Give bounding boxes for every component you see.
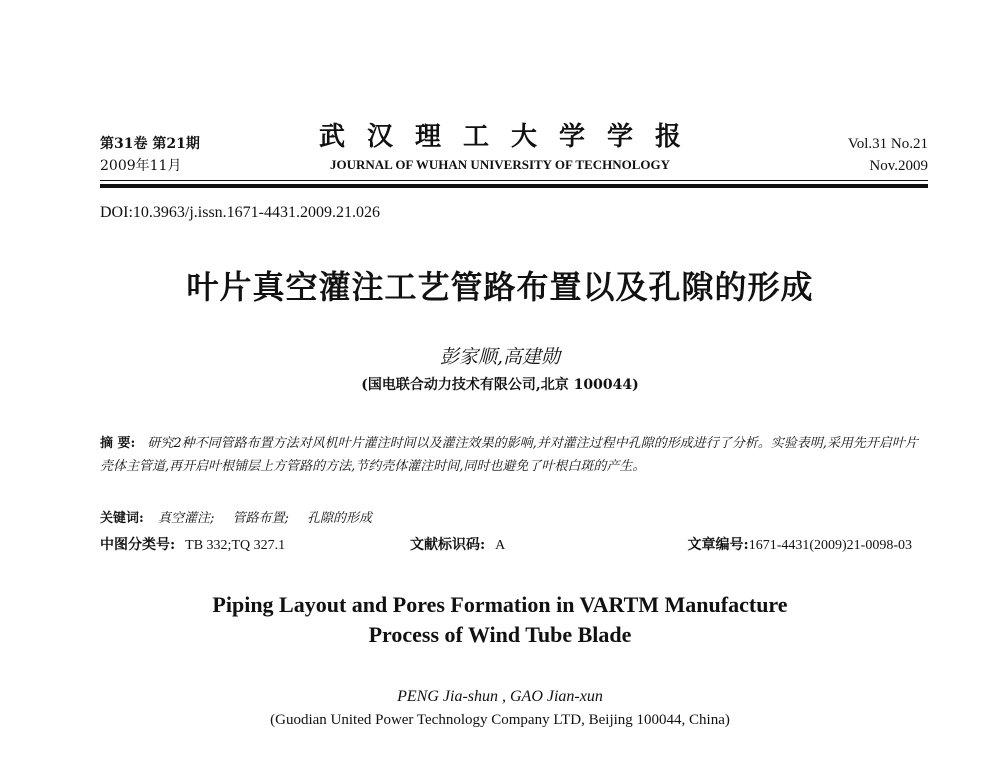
article-no-value: 1671-4431(2009)21-0098-03 xyxy=(748,538,912,553)
header-rule-thick xyxy=(100,184,928,188)
affiliation-cn: (国电联合动力技术有限公司,北京 100044) xyxy=(361,377,639,393)
title-en-line1: Piping Layout and Pores Formation in VARTM Manufacture xyxy=(212,592,788,617)
date-en: Nov.2009 xyxy=(869,158,928,174)
keywords-label: 关键词: xyxy=(100,511,144,526)
doi: DOI:10.3963/j.issn.1671-4431.2009.21.026 xyxy=(100,204,380,221)
keywords xyxy=(100,507,386,526)
doc-code-value: A xyxy=(495,538,506,553)
keyword-item: 孔隙的形成 xyxy=(307,511,373,526)
header-rule-thin xyxy=(100,180,928,181)
clc-label: 中图分类号: xyxy=(100,537,176,553)
authors-cn: 彭家顺,高建勋 xyxy=(439,346,561,368)
volume-issue-cn: 第31卷 第21期 xyxy=(100,136,200,152)
abstract xyxy=(100,432,928,478)
affiliation-en: (Guodian United Power Technology Company LTD, Beijing 100044, China) xyxy=(270,712,730,728)
article-no-label: 文章编号: xyxy=(687,537,749,553)
title-en-line2: Process of Wind Tube Blade xyxy=(368,622,632,647)
keyword-item: 管路布置; xyxy=(232,511,289,526)
doc-code-label: 文献标识码: xyxy=(410,537,486,553)
journal-title-cn: 武汉理工大学学报 xyxy=(318,122,703,152)
clc-number xyxy=(100,534,285,554)
document-code xyxy=(410,534,505,554)
clc-value: TB 332;TQ 327.1 xyxy=(185,538,286,553)
article-number xyxy=(688,534,912,554)
keyword-item: 真空灌注; xyxy=(157,511,215,526)
abstract-label: 摘 要: xyxy=(100,436,136,451)
abstract-text: 研究2种不同管路布置方法对风机叶片灌注时间以及灌注效果的影响,并对灌注过程中孔隙的形成进行了分析。实验表明,采用先开启叶片壳体主管道,再开启叶根铺层上方管路的方法,节约壳体灌注时间,同时也避免了叶根白斑的产生。 xyxy=(100,436,918,474)
volume-issue-en: Vol.31 No.21 xyxy=(847,136,928,152)
authors-en: PENG Jia-shun , GAO Jian-xun xyxy=(397,688,603,705)
date-cn: 2009年11月 xyxy=(100,158,182,174)
paper-title-cn: 叶片真空灌注工艺管路布置以及孔隙的形成 xyxy=(186,268,814,306)
header-right xyxy=(848,133,928,177)
paper-title-en xyxy=(0,590,1000,650)
journal-title-en: JOURNAL OF WUHAN UNIVERSITY OF TECHNOLOGY xyxy=(329,157,671,172)
